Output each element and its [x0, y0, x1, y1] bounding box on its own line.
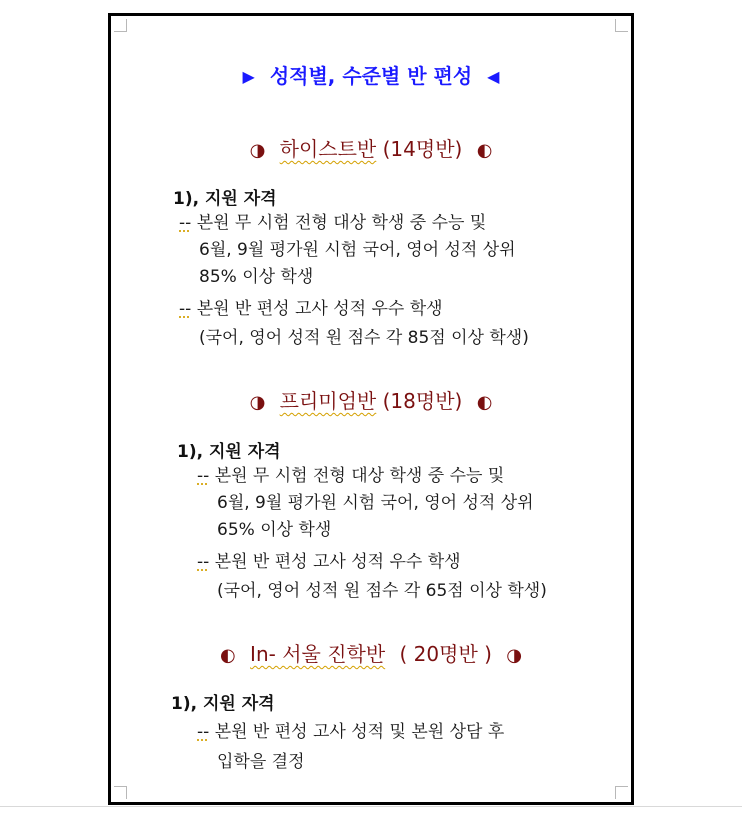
document-title [111, 63, 631, 90]
list-item [179, 212, 486, 234]
item-line: (국어, 영어 성적 원 점수 각 85점 이상 학생) [199, 328, 529, 348]
dash-marker: -- [197, 722, 210, 742]
half-circle-icon: ◑ [249, 140, 266, 161]
corner-mark-top-right [615, 19, 628, 32]
section-heading-in-seoul [111, 641, 631, 669]
half-circle-icon: ◑ [506, 645, 523, 666]
half-circle-icon: ◐ [476, 140, 493, 161]
title-left-arrow-icon: ◀ [487, 67, 500, 86]
document-frame [108, 13, 634, 805]
section-name: 프리미엄반 [279, 389, 377, 413]
section-subtitle: 1), 지원 자격 [173, 189, 277, 209]
item-line: (국어, 영어 성적 원 점수 각 65점 이상 학생) [217, 581, 547, 601]
list-item [197, 551, 461, 573]
corner-mark-top-left [114, 19, 127, 32]
section-subtitle: 1), 지원 자격 [177, 442, 281, 462]
item-line: 6월, 9월 평가원 시험 국어, 영어 성적 상위 [199, 240, 516, 260]
dash-marker: -- [197, 552, 210, 572]
item-line: 본원 반 편성 고사 성적 우수 학생 [214, 552, 461, 572]
section-subtitle: 1), 지원 자격 [171, 694, 275, 714]
dash-marker: -- [197, 466, 210, 486]
item-line: 85% 이상 학생 [199, 267, 314, 287]
dash-marker: -- [179, 213, 192, 233]
section-count: ( 20명반 ) [399, 642, 492, 666]
item-line: 본원 무 시험 전형 대상 학생 중 수능 및 [196, 213, 487, 233]
item-line: 본원 반 편성 고사 성적 우수 학생 [196, 299, 443, 319]
item-line: 본원 반 편성 고사 성적 및 본원 상담 후 [214, 722, 505, 742]
item-line: 입학을 결정 [217, 752, 305, 772]
list-item [197, 465, 504, 487]
section-count: (14명반) [382, 137, 463, 161]
section-name: In- 서울 진학반 [250, 642, 386, 666]
list-item [197, 721, 504, 743]
corner-mark-bottom-right [615, 786, 628, 799]
half-circle-icon: ◑ [249, 392, 266, 413]
dash-marker: -- [179, 299, 192, 319]
list-item [179, 298, 443, 320]
section-count: (18명반) [382, 389, 463, 413]
title-text: 성적별, 수준별 반 편성 [269, 64, 473, 88]
section-heading-premium [111, 388, 631, 416]
section-heading-highest [111, 136, 631, 164]
item-line: 본원 무 시험 전형 대상 학생 중 수능 및 [214, 466, 505, 486]
item-line: 6월, 9월 평가원 시험 국어, 영어 성적 상위 [217, 493, 534, 513]
half-circle-icon: ◐ [219, 645, 236, 666]
item-line: 65% 이상 학생 [217, 520, 332, 540]
title-right-arrow-icon: ▶ [242, 67, 255, 86]
corner-mark-bottom-left [114, 786, 127, 799]
page-divider [0, 806, 742, 807]
section-name: 하이스트반 [279, 137, 377, 161]
half-circle-icon: ◐ [476, 392, 493, 413]
